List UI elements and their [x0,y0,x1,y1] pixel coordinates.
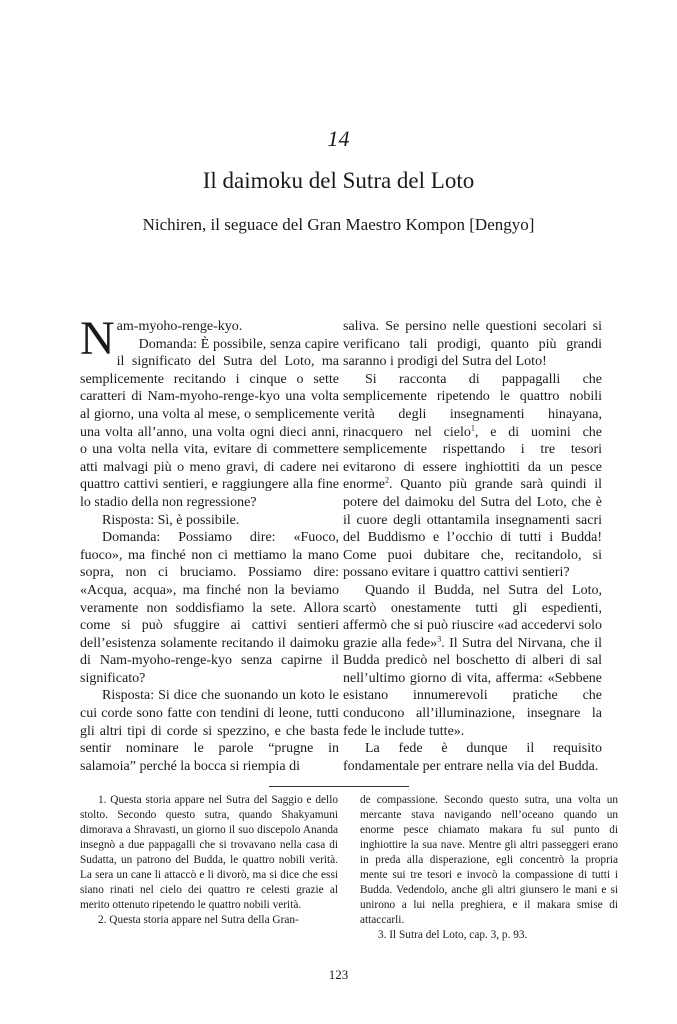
body-paragraph [343,582,602,740]
body-column-right [343,318,602,775]
footnote-ref-3: 3 [437,634,442,644]
page-number: 123 [328,967,349,982]
body-paragraph: Risposta: Si dice che suonando un koto le cui corde sono fatte con tendini di leone, tutti gli altri tipi di corde si spezzino, e che basta sentir nominare le parole “prugne in salamoia” perché la bocca si riempia di [80,688,339,774]
text-run: Si racconta di pappagalli che semplicemente ripetendo le quattro nobili verità degli insegnamenti hinayana, rinacquero nel cielo [343,371,602,440]
footnote-divider [269,786,409,787]
body-paragraph: Domanda: Possiamo dire: «Fuoco, fuoco», ma finché non ci mettiamo la mano sopra, non ci bruciamo. Possiamo dire: «Acqua, acqua», ma finché non la beviamo veramente non soddisfiamo la sete. Allora come si può sfuggire ai cattivi sentieri dell’esistenza solamente recitando il daimoku di Nam-myoho-renge-kyo senza capirne il significato? [80,530,339,686]
body-paragraph: Domanda: È possibile, senza capire il significato del Sutra del Loto, ma semplicemente recitando i cinque o sette caratteri di Nam-myoho-renge-kyo una volta al giorno, una volta al mese, o semplicemente una volta all’anno, una volta ogni dieci anni, o una volta nella vita, evitare di commettere atti malvagi più o meno gravi, di cadere nei quattro cattivi sentieri, e raggiungere alla fine lo stadio della non regressione? [80,336,339,510]
body-column-left [80,312,339,775]
body-paragraph: saliva. Se persino nelle questioni secolari si verificano tali prodigi, quanto più grandi saranno i prodigi del Sutra del Loto! [343,319,602,370]
footnote-ref-1: 1 [470,422,475,432]
footnote-continuation: de compassione. Secondo questo sutra, una volta un mercante stava navigando nell’oceano quando un enorme pesce chiamato makara fu sul punto di inghiottire la sua nave. Mentre gli altri passeggeri erano in preda alla disperazione, egli concentrò la propria mente sui tre tesori e invocò la compassione di tutti i Budda. Vedendolo, anche gli altri giunsero le mani e si unirono a lui nella preghiera, e il makara smise di attaccarli. [360,794,618,926]
footnote: 1. Questa storia appare nel Sutra del Saggio e dello stolto. Secondo questo sutra, quando Shakyamuni dimorava a Shravasti, un giorno il suo discepolo Ananda insegnò a due pappagalli che si trovavano nella casa di Sudatta, un patrono del Budda, le quattro nobili verità. La sera un cane li attaccò e li divorò, ma si dice che essi siano rinati nel cielo dei quattro re celesti grazie al merito ottenuto ripetendo le quattro nobili verità. [80,794,338,911]
footnote-ref-2: 2 [384,475,389,485]
footnote: 3. Il Sutra del Loto, cap. 3, p. 93. [378,929,528,941]
drop-cap: N [80,312,115,365]
chapter-number: 14 [327,126,350,151]
text-run: . Il Sutra del Nirvana, che il Budda predicò nel boschetto di alberi di sal nell’ultimo giorno di vita, afferma: «Sebbene esistano innumerevoli pratiche che conducono all’illuminazione, insegnare la fede le include tutte». [343,635,602,739]
body-paragraph [80,312,339,365]
text-run: Quando il Budda, nel Sutra del Loto, scartò onestamente tutti gli espedienti, affermò che si può riuscire «ad accedervi solo grazie alla fede» [343,582,602,651]
body-paragraph [343,371,602,582]
body-paragraph: La fede è dunque il requisito fondamentale per entrare nella via del Budda. [343,741,602,774]
footnotes-left [80,793,338,928]
text-run: . Quanto più grande sarà quindi il potere del daimoku del Sutra del Loto, che è il cuore degli ottantamila insegnamenti sacri del Buddismo e l’occhio di tutti i Budda! Come puoi dubitare che, recitandolo, si possano evitare i quattro cattivi sentieri? [343,477,602,581]
text-run: , e di uomini che semplicemente rispettando i tre tesori evitarono di essere inghiottiti da un pesce enorme [343,424,602,493]
body-paragraph: Risposta: Sì, è possibile. [102,512,240,528]
chapter-subtitle: Nichiren, il seguace del Gran Maestro Kompon [Dengyo] [142,215,535,234]
opening-line: am-myoho-renge-kyo. [116,319,243,334]
footnotes-right [360,793,618,943]
footnote: 2. Questa storia appare nel Sutra della Gran- [98,914,299,926]
chapter-title: Il daimoku del Sutra del Loto [202,168,475,193]
